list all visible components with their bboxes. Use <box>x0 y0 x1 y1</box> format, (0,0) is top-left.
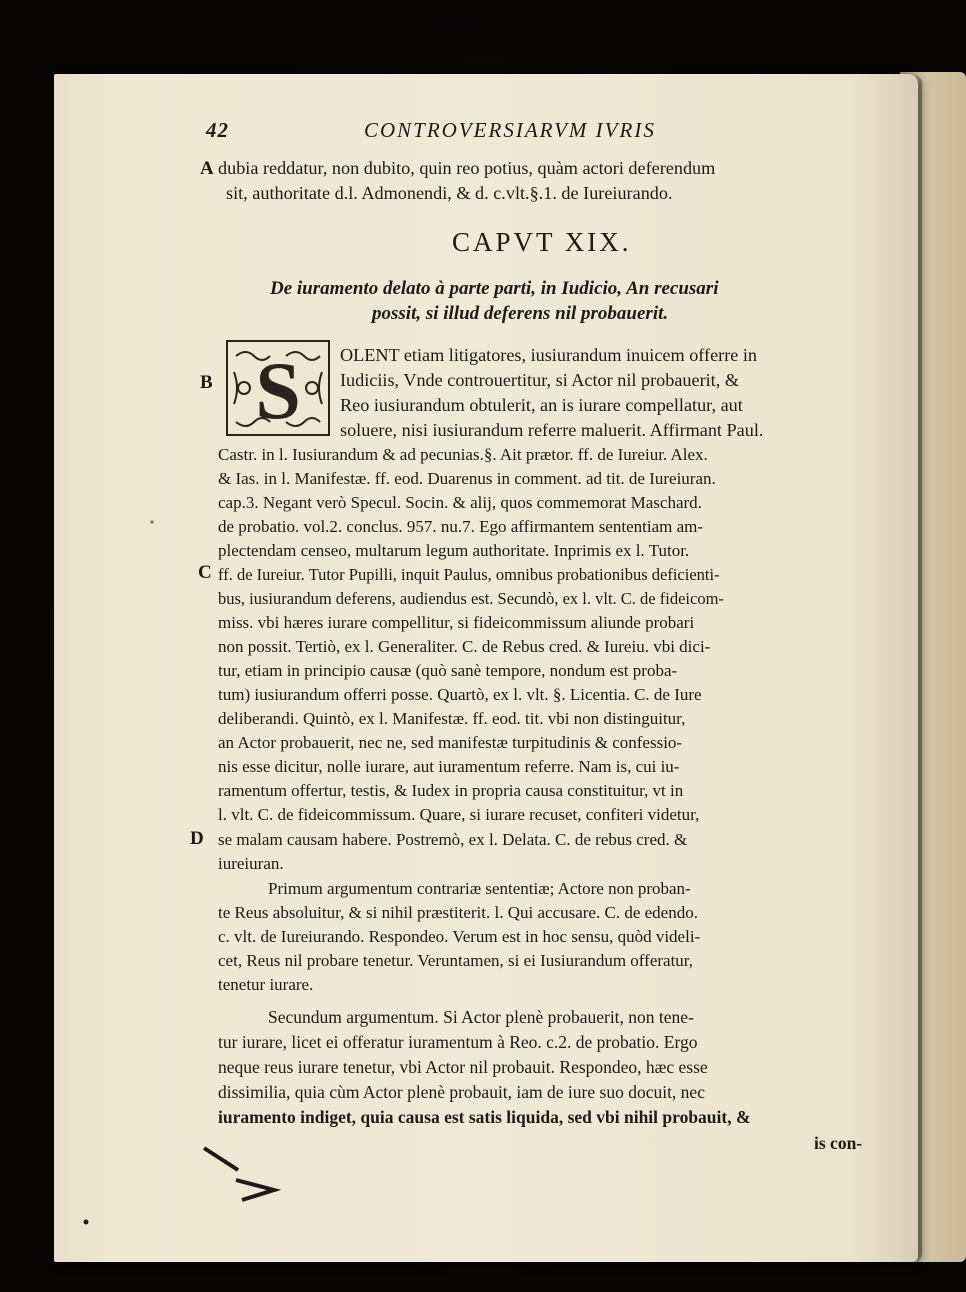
intro-line: sit, authoritate d.l. Admonendi, & d. c.vlt.§.1. de Iureiurando. <box>226 183 673 203</box>
paragraph-line: Secundum argumentum. Si Actor plenè probauerit, non tene- <box>268 1007 694 1027</box>
body-line: ramentum offertur, testis, & Iudex in propria causa constituitur, vt in <box>218 781 684 800</box>
body-line: Reo iusiurandum obtulerit, an is iurare compellatur, aut <box>340 395 743 415</box>
paragraph-line: dissimilia, quia cùm Actor plenè probauit, iam de iure suo docuit, nec <box>218 1082 705 1102</box>
body-line: non possit. Tertiò, ex l. Generaliter. C. de Rebus cred. & Iureiu. vbi dici- <box>218 637 711 656</box>
body-line: Castr. in l. Iusiurandum & ad pecunias.§. Ait prætor. ff. de Iureiur. Alex. <box>218 445 708 464</box>
body-line: miss. vbi hæres iurare compellitur, si fideicommissum aliunde probari <box>218 613 695 632</box>
running-title: CONTROVERSIARVM IVRIS <box>364 118 656 142</box>
margin-letter-c: C <box>198 562 212 583</box>
paragraph-line: te Reus absoluitur, & si nihil præstiterit. l. Qui accusare. C. de edendo. <box>218 903 698 922</box>
chapter-subtitle-line1: De iuramento delato à parte parti, in Iudicio, An recusari <box>270 278 719 299</box>
body-line: & Ias. in l. Manifestæ. ff. eod. Duarenus in comment. ad tit. de Iureiuran. <box>218 469 716 488</box>
intro-line: dubia reddatur, non dubito, quin reo potius, quàm actori deferendum <box>218 158 716 178</box>
body-line: Iudiciis, Vnde controuertitur, si Actor nil probauerit, & <box>340 370 739 390</box>
chapter-heading: CAPVT XIX. <box>452 227 632 257</box>
margin-letter-d: D <box>190 828 204 849</box>
body-line: tur, etiam in principio causæ (quò sanè tempore, nondum est proba- <box>218 661 678 680</box>
body-line: tum) iusiurandum offerri posse. Quartò, ex l. vlt. §. Licentia. C. de Iure <box>218 685 702 704</box>
paragraph-line: cet, Reus nil probare tenetur. Veruntamen, si ei Iusiurandum offeratur, <box>218 951 694 970</box>
body-line: nis esse dicitur, nolle iurare, aut iuramentum referre. Nam is, cui iu- <box>218 757 680 776</box>
body-line: iureiuran. <box>218 854 284 873</box>
paragraph-line: iuramento indiget, quia causa est satis liquida, sed vbi nihil probauit, & <box>218 1107 751 1127</box>
ink-stroke <box>204 1148 238 1170</box>
body-line: l. vlt. C. de fideicommissum. Quare, si iurare recuset, confiteri videtur, <box>218 805 700 824</box>
margin-letter-b: B <box>200 372 213 393</box>
body-line: bus, iusiurandum deferens, audiendus est. Secundò, ex l. vlt. C. de fideicom- <box>218 589 724 608</box>
body-line: ff. de Iureiur. Tutor Pupilli, inquit Paulus, omnibus probationibus deficienti- <box>218 565 720 584</box>
body-line: soluere, nisi iusiurandum referre maluerit. Affirmant Paul. <box>340 420 764 440</box>
body-line: se malam causam habere. Postremò, ex l. Delata. C. de rebus cred. & <box>218 830 688 849</box>
ink-dot <box>84 1220 89 1225</box>
catchword: is con- <box>814 1133 863 1153</box>
ink-stroke <box>236 1180 274 1200</box>
paragraph-line: c. vlt. de Iureiurando. Respondeo. Verum est in hoc sensu, quòd videli- <box>218 927 701 946</box>
paragraph-line: neque reus iurare tenetur, vbi Actor nil probauit. Respondeo, hæc esse <box>218 1057 708 1077</box>
body-line: de probatio. vol.2. conclus. 957. nu.7. Ego affirmantem sententiam am- <box>218 517 704 536</box>
body-line: plectendam censeo, multarum legum authoritate. Inprimis ex l. Tutor. <box>218 541 690 560</box>
body-line: an Actor probauerit, nec ne, sed manifestæ turpitudinis & confessio- <box>218 733 683 752</box>
page-number: 42 <box>206 118 229 142</box>
body-line: OLENT etiam litigatores, iusiurandum inuicem offerre in <box>340 345 758 365</box>
paragraph-line: Primum argumentum contrariæ sententiæ; Actore non proban- <box>268 879 691 898</box>
initial-letter: S <box>255 345 301 434</box>
paragraph-line: tenetur iurare. <box>218 975 314 994</box>
body-line: cap.3. Negant verò Specul. Socin. & alij, quos commemorat Maschard. <box>218 493 702 512</box>
paragraph-line: tur iurare, licet ei offeratur iuramentum à Reo. c.2. de probatio. Ergo <box>218 1032 698 1052</box>
body-line: deliberandi. Quintò, ex l. Manifestæ. ff. eod. tit. vbi non distinguitur, <box>218 709 686 728</box>
chapter-subtitle-line2: possit, si illud deferens nil probauerit. <box>372 303 669 324</box>
margin-letter-a: A <box>200 158 214 179</box>
ink-dot <box>151 521 154 524</box>
